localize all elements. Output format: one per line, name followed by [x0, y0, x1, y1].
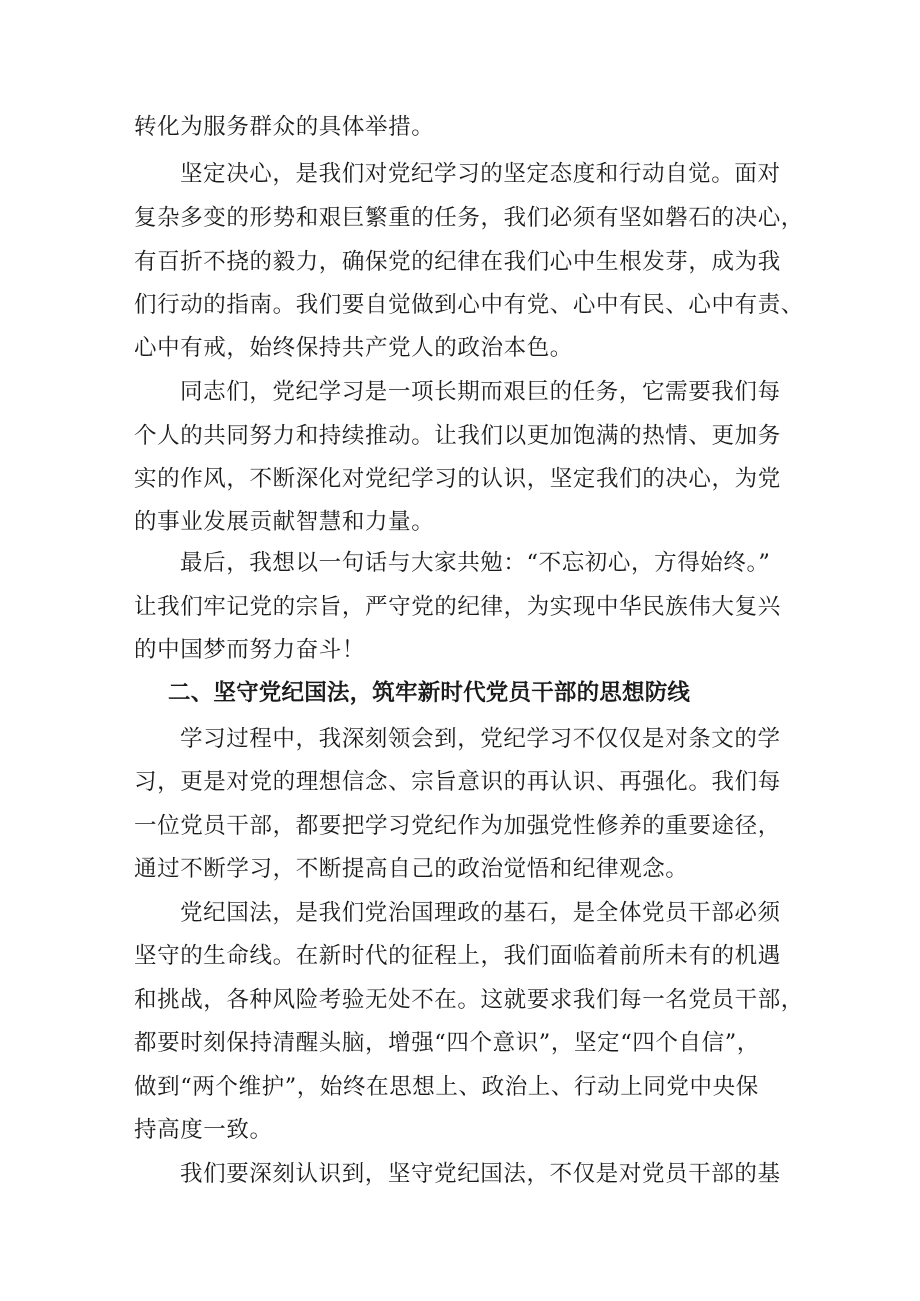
paragraph-line: 都要时刻保持清醒头脑，增强“四个意识”，坚定“四个自信”，	[134, 1030, 760, 1056]
paragraph-line: 复杂多变的形势和艰巨繁重的任务，我们必须有坚如磐石的决心，	[134, 205, 804, 231]
paragraph-line: 转化为服务群众的具体举措。	[134, 114, 435, 140]
paragraph-line: 坚定决心，是我们对党纪学习的坚定态度和行动自觉。面对	[180, 161, 781, 187]
paragraph-line: 通过不断学习，不断提高自己的政治觉悟和纪律观念。	[134, 856, 689, 882]
paragraph-line: 坚守的生命线。在新时代的征程上，我们面临着前所未有的机遇	[134, 943, 781, 969]
paragraph-line: 让我们牢记党的宗旨，严守党的纪律，为实现中华民族伟大复兴	[134, 594, 781, 620]
paragraph-line: 们行动的指南。我们要自觉做到心中有党、心中有民、心中有责、	[134, 292, 804, 318]
paragraph-line: 实的作风，不断深化对党纪学习的认识，坚定我们的决心，为党	[134, 466, 781, 492]
paragraph-line: 学习过程中，我深刻领会到，党纪学习不仅仅是对条文的学	[180, 726, 781, 752]
section-heading: 二、坚守党纪国法，筑牢新时代党员干部的思想防线	[168, 680, 691, 706]
paragraph-line: 我们要深刻认识到，坚守党纪国法，不仅是对党员干部的基	[180, 1161, 781, 1187]
paragraph-line: 做到“两个维护”，始终在思想上、政治上、行动上同党中央保	[134, 1074, 759, 1100]
paragraph-line: 的中国梦而努力奋斗！	[134, 637, 366, 663]
paragraph-line: 的事业发展贡献智慧和力量。	[134, 509, 435, 535]
paragraph-line: 有百折不挠的毅力，确保党的纪律在我们心中生根发芽，成为我	[134, 249, 781, 275]
paragraph-line: 心中有戒，始终保持共产党人的政治本色。	[134, 335, 573, 361]
paragraph-line: 一位党员干部，都要把学习党纪作为加强党性修养的重要途径，	[134, 813, 781, 839]
paragraph-line: 持高度一致。	[134, 1117, 273, 1143]
paragraph-line: 最后，我想以一句话与大家共勉：“不忘初心，方得始终。”	[180, 550, 771, 576]
paragraph-line: 党纪国法，是我们党治国理政的基石，是全体党员干部必须	[180, 900, 781, 926]
paragraph-line: 同志们，党纪学习是一项长期而艰巨的任务，它需要我们每	[180, 379, 781, 405]
paragraph-line: 习，更是对党的理想信念、宗旨意识的再认识、再强化。我们每	[134, 769, 781, 795]
paragraph-line: 和挑战，各种风险考验无处不在。这就要求我们每一名党员干部，	[134, 987, 804, 1013]
paragraph-line: 个人的共同努力和持续推动。让我们以更加饱满的热情、更加务	[134, 423, 781, 449]
